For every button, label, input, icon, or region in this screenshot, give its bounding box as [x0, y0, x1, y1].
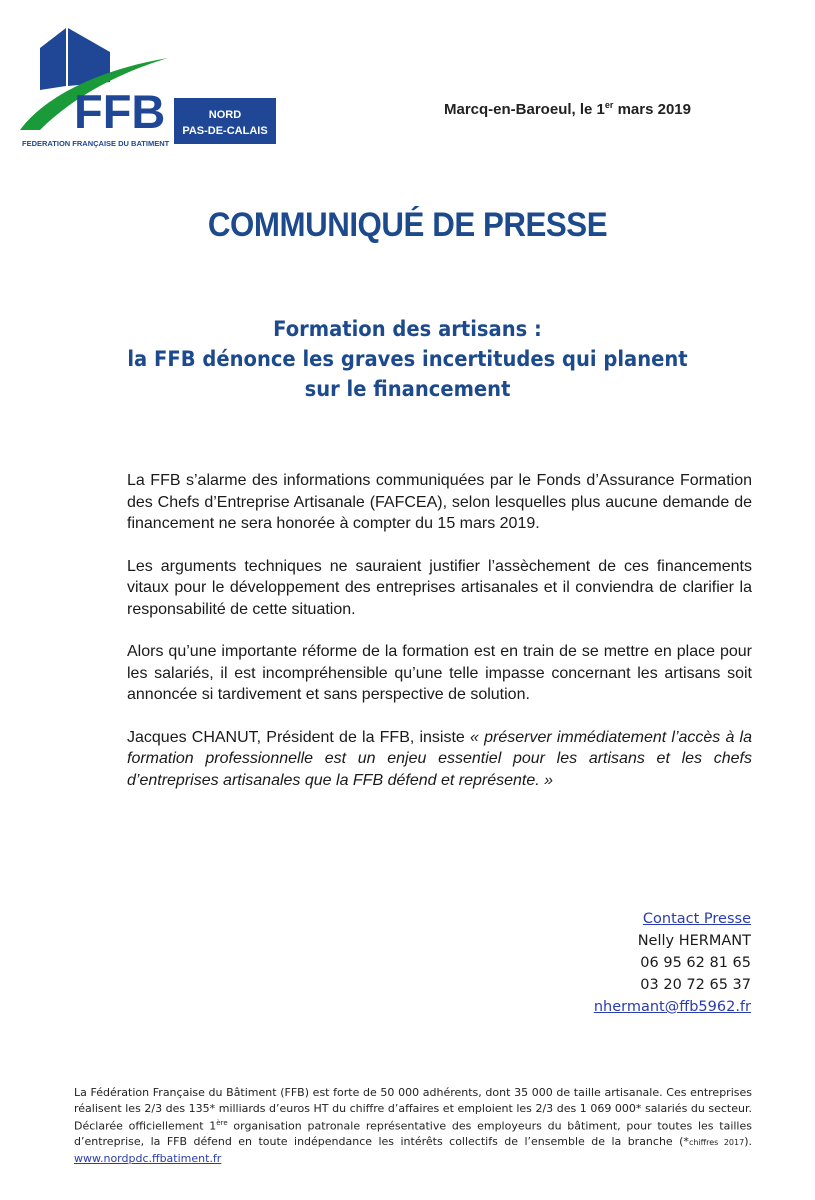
- footer-small-note: chiffres 2017: [688, 1138, 745, 1148]
- press-release-body: [127, 470, 752, 812]
- paragraph-4-intro: Jacques CHANUT, Président de la FFB, insiste: [127, 728, 471, 746]
- subtitle-line-3: sur le financement: [304, 377, 511, 401]
- date-suffix: mars 2019: [613, 101, 691, 118]
- footer-note: [74, 1085, 752, 1166]
- logo-caption: FEDERATION FRANÇAISE DU BATIMENT: [22, 139, 170, 148]
- ffb-logo-graphic: [18, 26, 280, 150]
- paragraph-1: La FFB s’alarme des informations communiquées par le Fonds d’Assurance Formation des Chefs d’Entreprise Artisanale (FAFCEA), selon lesquelles plus aucune demande de financement ne sera honorée à compter du 15 mars 2019.: [127, 472, 752, 532]
- date-prefix: Marcq-en-Baroeul, le 1: [444, 101, 605, 118]
- subtitle-line-1: Formation des artisans :: [273, 317, 542, 341]
- logo-building-left: [40, 28, 66, 90]
- contact-heading: Contact Presse: [642, 911, 751, 927]
- paragraph-2: Les arguments techniques ne sauraient justifier l’assèchement de ces financements vitaux pour le développement des entreprises artisanales et il conviendra de clarifier la responsabilité de cette situation.: [127, 557, 752, 618]
- ffb-logo: [18, 26, 280, 150]
- press-contact: [594, 908, 751, 1018]
- logo-region-box: [174, 98, 276, 144]
- contact-email-link[interactable]: nhermant@ffb5962.fr: [593, 999, 751, 1015]
- paragraph-3: Alors qu’une importante réforme de la formation est en train de se mettre en place pour les salariés, il est incompréhensible qu’une telle impasse concernant les artisans soit annoncée si tardivement et sans perspective de solution.: [127, 643, 752, 703]
- logo-region-line1: NORD: [208, 109, 242, 121]
- subtitle: [29, 314, 787, 404]
- logo-region-line2: PAS-DE-CALAIS: [182, 125, 268, 137]
- contact-phone-office: 03 20 72 65 37: [640, 977, 751, 993]
- subtitle-line-2: la FFB dénonce les graves incertitudes qui planent: [127, 347, 688, 371]
- paragraph-4: [127, 727, 752, 792]
- date-line: [444, 100, 691, 118]
- contact-name: Nelly HERMANT: [637, 933, 751, 949]
- footer-website-link[interactable]: www.nordpdc.ffbatiment.fr: [74, 1151, 222, 1165]
- page-title: COMMUNIQUÉ DE PRESSE: [207, 206, 608, 244]
- footer-part-1: La Fédération Française du Bâtiment (FFB) est forte de 50 000 adhérents, dont 35 000 de taille artisanale. Ces entreprises réalisent les 2/3 des 135* milliards d’euros HT du chiffre d’affaires et emploient les 2/3 des 1 069 000* salariés du secteur. Déclarée officiellement 1: [74, 1086, 752, 1133]
- footer-superscript: ère: [216, 1119, 228, 1127]
- paragraph-4-quote: « préserver immédiatement l’accès à la formation professionnelle est un enjeu essentiel pour les artisans et les chefs d’entreprises artisanales que la FFB défend et représente. »: [127, 728, 752, 789]
- footer-part-2: organisation patronale représentative des employeurs du bâtiment, pour toutes les tailles d’entreprise, la FFB défend en toute indépendance les intérêts collectifs de l’ensemble de la branche (*: [74, 1119, 752, 1149]
- footer-part-3: ).: [744, 1135, 752, 1149]
- logo-brand-text: FFB: [74, 85, 166, 138]
- date-superscript: er: [604, 100, 614, 110]
- contact-phone-mobile: 06 95 62 81 65: [640, 955, 751, 971]
